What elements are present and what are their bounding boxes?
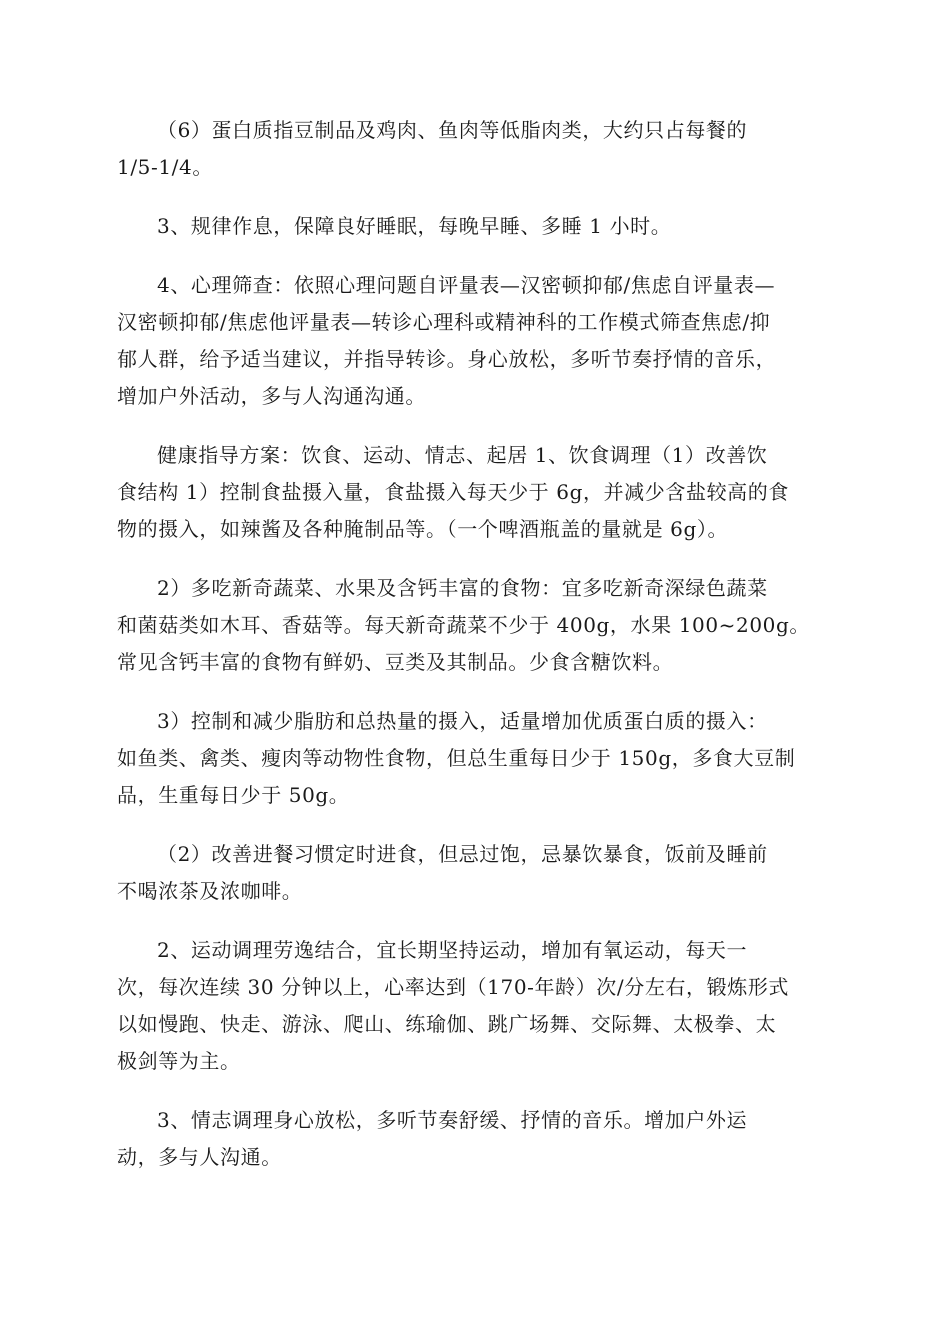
text-line: 和菌菇类如木耳、香菇等。每天新奇蔬菜不少于 400g，水果 100~200g。 xyxy=(117,613,810,637)
paragraph-emotion xyxy=(117,1102,837,1176)
paragraph-sleep xyxy=(117,208,837,245)
text-line: 4、心理筛查：依照心理问题自评量表—汉密顿抑郁/焦虑自评量表— xyxy=(157,273,776,297)
text-line: 3、规律作息，保障良好睡眠，每晚早睡、多睡 1 小时。 xyxy=(157,214,672,238)
text-line: 3、情志调理身心放松，多听节奏舒缓、抒情的音乐。增加户外运 xyxy=(157,1108,748,1132)
paragraph-eating-habits xyxy=(117,836,837,910)
paragraph-psych-screening xyxy=(117,267,837,415)
paragraph-protein xyxy=(117,112,837,186)
text-line: 汉密顿抑郁/焦虑他评量表—转诊心理科或精神科的工作模式筛查焦虑/抑 xyxy=(117,310,771,334)
text-line: 2）多吃新奇蔬菜、水果及含钙丰富的食物：宜多吃新奇深绿色蔬菜 xyxy=(157,576,768,600)
text-line: 以如慢跑、快走、游泳、爬山、练瑜伽、跳广场舞、交际舞、太极拳、太 xyxy=(117,1012,777,1036)
text-line: （6）蛋白质指豆制品及鸡肉、鱼肉等低脂肉类，大约只占每餐的 xyxy=(157,118,748,142)
paragraph-exercise xyxy=(117,932,837,1080)
text-line: 健康指导方案：饮食、运动、情志、起居 1、饮食调理（1）改善饮 xyxy=(157,443,768,467)
text-line: 1/5-1/4。 xyxy=(117,155,213,179)
text-line: （2）改善进餐习惯定时进食，但忌过饱，忌暴饮暴食，饭前及睡前 xyxy=(157,842,768,866)
text-line: 极剑等为主。 xyxy=(117,1049,241,1073)
text-line: 动，多与人沟通。 xyxy=(117,1145,282,1169)
document-body xyxy=(117,112,837,1198)
text-line: 郁人群，给予适当建议，并指导转诊。身心放松，多听节奏抒情的音乐， xyxy=(117,347,777,371)
text-line: 增加户外活动，多与人沟通沟通。 xyxy=(117,384,426,408)
text-line: 品，生重每日少于 50g。 xyxy=(117,783,350,807)
text-line: 2、运动调理劳逸结合，宜长期坚持运动，增加有氧运动，每天一 xyxy=(157,938,748,962)
text-line: 次，每次连续 30 分钟以上，心率达到（170-年龄）次/分左右，锻炼形式 xyxy=(117,975,790,999)
paragraph-vegetables xyxy=(117,570,837,681)
paragraph-health-plan xyxy=(117,437,837,548)
text-line: 食结构 1）控制食盐摄入量，食盐摄入每天少于 6g，并减少含盐较高的食 xyxy=(117,480,789,504)
text-line: 物的摄入，如辣酱及各种腌制品等。（一个啤酒瓶盖的量就是 6g）。 xyxy=(117,517,729,541)
text-line: 3）控制和减少脂肪和总热量的摄入，适量增加优质蛋白质的摄入： xyxy=(157,709,768,733)
text-line: 不喝浓茶及浓咖啡。 xyxy=(117,879,303,903)
paragraph-fat-control xyxy=(117,703,837,814)
text-line: 常见含钙丰富的食物有鲜奶、豆类及其制品。少食含糖饮料。 xyxy=(117,650,674,674)
text-line: 如鱼类、禽类、瘦肉等动物性食物，但总生重每日少于 150g，多食大豆制 xyxy=(117,746,796,770)
